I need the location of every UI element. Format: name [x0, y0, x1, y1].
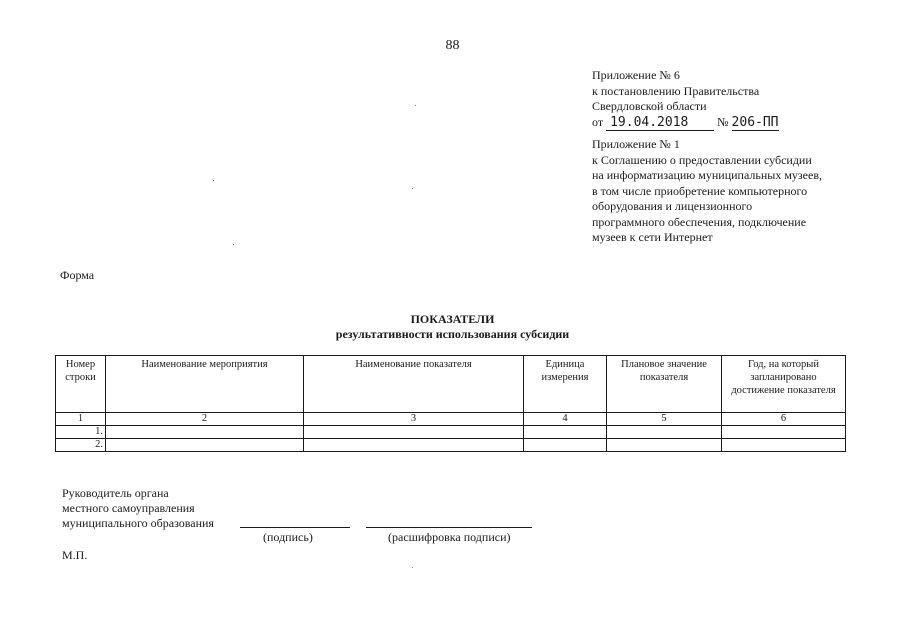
appendix-1-line: оборудования и лицензионного	[592, 199, 753, 213]
page-number: 88	[445, 38, 460, 53]
header-event-name: Наименование мероприятия	[106, 356, 304, 413]
header-row-number: Номер строки	[56, 356, 106, 413]
header-indicator-name: Наименование показателя	[304, 356, 524, 413]
appendix-1-block	[592, 137, 822, 246]
signature-decode-caption: (расшифровка подписи)	[388, 530, 511, 544]
signature-label-line-1: Руководитель органа	[62, 486, 169, 500]
column-number-row	[56, 413, 846, 426]
row-number: 2.	[56, 439, 106, 452]
appendix-1-line: музеев к сети Интернет	[592, 230, 713, 244]
appendix-1-line: Приложение № 1	[592, 137, 680, 151]
column-number: 4	[524, 413, 607, 426]
stamp-label: М.П.	[62, 548, 88, 562]
signature-caption: (подпись)	[263, 530, 313, 544]
row-number: 1.	[56, 426, 106, 439]
appendix-1-line: программного обеспечения, подключение	[592, 214, 807, 229]
table-cell	[607, 439, 722, 452]
document-subtitle: результативности использования субсидии	[335, 327, 570, 341]
column-number: 1	[56, 413, 106, 426]
appendix-6-date-line	[592, 115, 779, 132]
table-cell	[722, 426, 846, 439]
header-unit: Единица измерения	[524, 356, 607, 413]
header-target-year: Год, на который запланировано достижение показателя	[722, 356, 846, 413]
form-label: Форма	[60, 268, 95, 282]
resolution-number: 206-ПП	[731, 114, 779, 130]
header-planned-value: Плановое значение показателя	[607, 356, 722, 413]
resolution-date: 19.04.2018	[606, 115, 714, 132]
signature-decode-line	[366, 527, 532, 528]
column-number: 3	[304, 413, 524, 426]
table-cell	[304, 426, 524, 439]
table-row	[56, 439, 846, 452]
column-number: 5	[607, 413, 722, 426]
scan-speck	[415, 105, 416, 106]
document-title: ПОКАЗАТЕЛИ	[410, 312, 495, 326]
table-cell	[106, 426, 304, 439]
number-prefix: №	[717, 114, 729, 129]
appendix-1-line: в том числе приобретение компьютерного	[592, 183, 808, 198]
date-prefix: от	[592, 114, 604, 129]
table-cell	[106, 439, 304, 452]
scan-speck	[213, 180, 214, 181]
scan-speck	[233, 244, 234, 245]
table-header-row	[56, 356, 846, 413]
table-row	[56, 426, 846, 439]
signature-label-line-3: муниципального образования	[62, 516, 214, 530]
appendix-6-line-3: Свердловской области	[592, 99, 707, 113]
table-cell	[722, 439, 846, 452]
scan-speck	[412, 188, 413, 189]
column-number: 6	[722, 413, 846, 426]
column-number: 2	[106, 413, 304, 426]
appendix-6-block	[592, 68, 779, 131]
signature-line	[240, 527, 350, 528]
signature-label-line-2: местного самоуправления	[62, 501, 195, 515]
table-cell	[524, 439, 607, 452]
appendix-6-line-2: к постановлению Правительства	[592, 83, 760, 98]
appendix-6-title: Приложение № 6	[592, 68, 680, 82]
table-cell	[607, 426, 722, 439]
indicators-table	[55, 355, 846, 452]
appendix-1-line: к Соглашению о предоставлении субсидии	[592, 152, 812, 167]
scan-speck	[412, 567, 413, 568]
table-cell	[524, 426, 607, 439]
table-cell	[304, 439, 524, 452]
appendix-1-line: на информатизацию муниципальных музеев,	[592, 168, 822, 182]
